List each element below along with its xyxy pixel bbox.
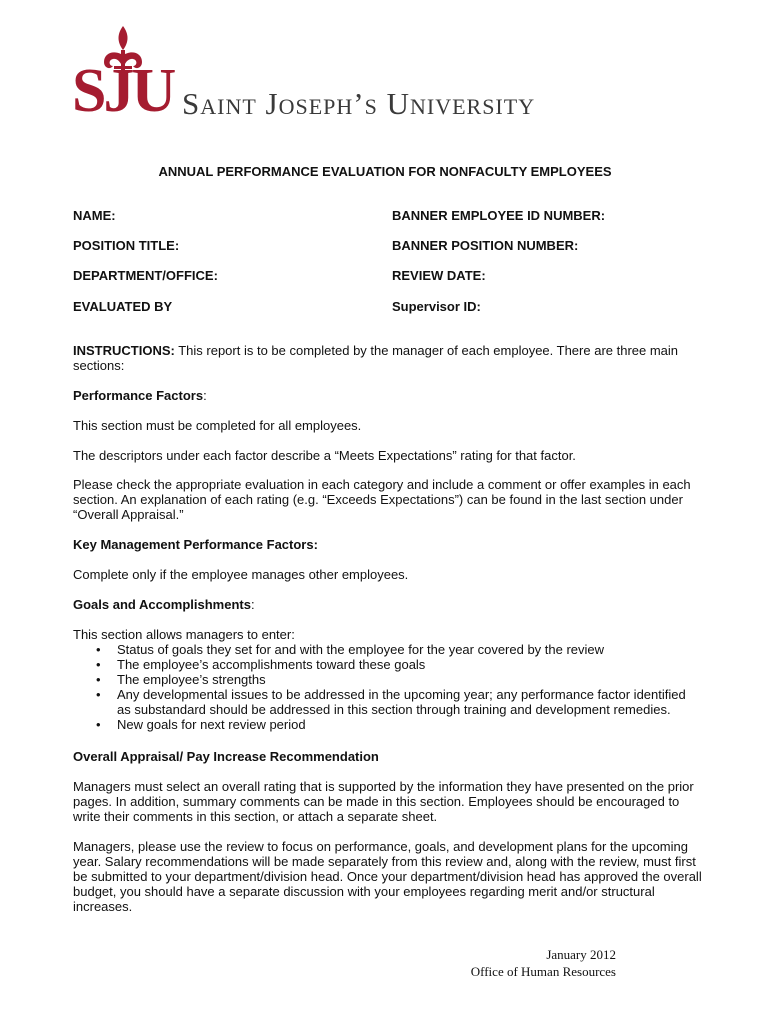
name-label: NAME: bbox=[73, 208, 116, 223]
department-office-label: DEPARTMENT/OFFICE: bbox=[73, 268, 218, 283]
instructions-paragraph bbox=[73, 343, 703, 373]
review-date-label: REVIEW DATE: bbox=[392, 268, 486, 283]
heading-colon: : bbox=[203, 388, 207, 403]
heading-colon: : bbox=[250, 597, 255, 612]
performance-factors-p3: Please check the appropriate evaluation in each category and include a comment or offer examples in each section. An explanation of each rating (e.g. “Exceeds Expectations”) can be found in the last section under “Overall Appraisal.” bbox=[73, 477, 691, 522]
list-item: • Status of goals they set for and with the employee for the year covered by the review bbox=[73, 642, 693, 657]
performance-factors-heading-text: Performance Factors bbox=[73, 388, 204, 403]
footer-office: Office of Human Resources bbox=[470, 964, 616, 979]
overall-appraisal-p2: Managers, please use the review to focus on performance, goals, and development plans for the upcoming year. Salary recommendations will be made separately from this review and, along with the review, must first be submitted to your department/division head. Once your department/division head has approved the overall budget, you should have a separate discussion with your employees regarding merit and/or structural increases. bbox=[73, 839, 702, 914]
instructions-text: This report is to be completed by the manager of each employee. There are three main sections: bbox=[73, 343, 679, 373]
banner-position-number-label: BANNER POSITION NUMBER: bbox=[392, 238, 579, 253]
supervisor-id-label: Supervisor ID: bbox=[392, 299, 481, 314]
list-item: • New goals for next review period bbox=[73, 717, 693, 732]
goals-heading bbox=[73, 597, 703, 612]
document-footer bbox=[471, 946, 616, 980]
list-item: • Any developmental issues to be addressed in the upcoming year; any performance factor identified as substandard should be addressed in this section through training and development remedies. bbox=[73, 687, 693, 717]
university-logo bbox=[72, 24, 602, 136]
list-item: • The employee’s strengths bbox=[73, 672, 693, 687]
banner-employee-id-label: BANNER EMPLOYEE ID NUMBER: bbox=[392, 208, 606, 223]
sju-logo-letters: SJU bbox=[72, 57, 174, 125]
footer-date: January 2012 bbox=[546, 947, 616, 962]
performance-factors-p1: This section must be completed for all employees. bbox=[73, 418, 362, 433]
instructions-label: INSTRUCTIONS: bbox=[73, 343, 175, 358]
overall-appraisal-heading: Overall Appraisal/ Pay Increase Recommendation bbox=[73, 749, 379, 764]
goals-bullet-list bbox=[73, 642, 693, 732]
document-title: ANNUAL PERFORMANCE EVALUATION FOR NONFACULTY EMPLOYEES bbox=[158, 164, 612, 179]
goals-intro: This section allows managers to enter: bbox=[73, 627, 295, 642]
overall-appraisal-p1: Managers must select an overall rating that is supported by the information they have presented on the prior pages. In addition, summary comments can be made in this section. Employees should be encouraged to write their comments in this section, or attach a separate sheet. bbox=[73, 779, 694, 824]
goals-heading-text: Goals and Accomplishments bbox=[73, 597, 251, 612]
university-name: Saint Joseph’s University bbox=[182, 86, 536, 121]
evaluated-by-label: EVALUATED BY bbox=[73, 299, 173, 314]
list-item: • The employee’s accomplishments toward these goals bbox=[73, 657, 693, 672]
performance-factors-heading bbox=[73, 388, 703, 403]
key-management-heading: Key Management Performance Factors: bbox=[73, 537, 318, 552]
position-title-label: POSITION TITLE: bbox=[73, 238, 180, 253]
key-management-p1: Complete only if the employee manages other employees. bbox=[73, 567, 409, 582]
performance-factors-p2: The descriptors under each factor describe a “Meets Expectations” rating for that factor. bbox=[73, 448, 576, 463]
